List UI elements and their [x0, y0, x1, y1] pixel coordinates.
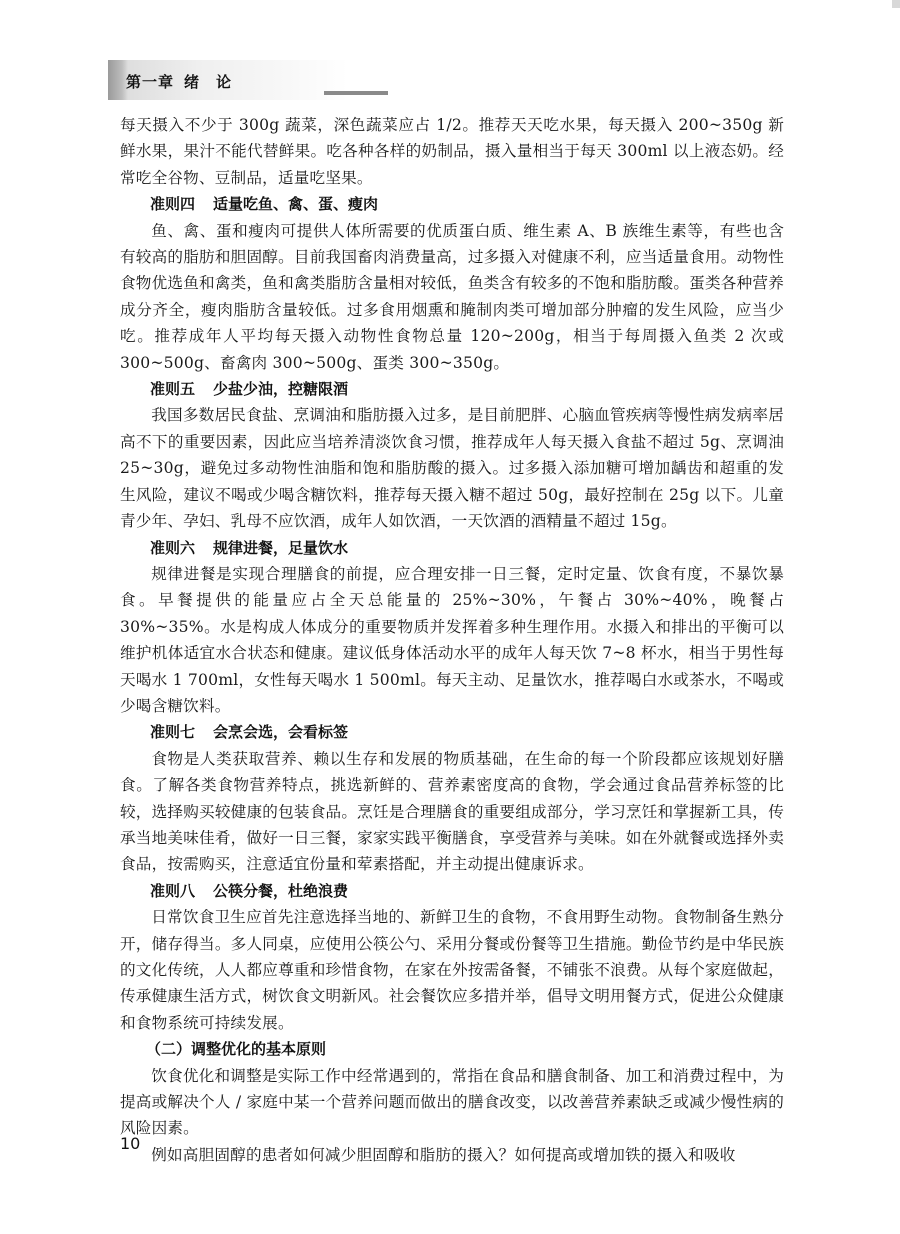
chapter-name: 绪 论: [184, 73, 233, 91]
paragraph: 饮食优化和调整是实际工作中经常遇到的，常指在食品和膳食制备、加工和消费过程中，为提高或解决个人 / 家庭中某一个营养问题而做出的膳食改变，以改善营养素缺乏或减少慢性病的风险因素。: [120, 1066, 784, 1138]
guideline-heading: [120, 535, 784, 561]
guideline-heading: [120, 719, 784, 745]
guideline-number: 准则七: [150, 723, 196, 742]
guideline-heading: [120, 878, 784, 904]
paragraph: 规律进餐是实现合理膳食的前提，应合理安排一日三餐，定时定量、饮食有度，不暴饮暴食。早餐提供的能量应占全天总能量的 25%~30%，午餐占 30%~40%，晚餐占 30%~35%。水是构成人体成分的重要物质并发挥着多种生理作用。水摄入和排出的平衡可以维护机体适宜水合状态和健康。建议低身体活动水平的成年人每天饮 7~8 杯水，相当于男性每天喝水 1 700ml，女性每天喝水 1 500ml。每天主动、足量饮水，推荐喝白水或茶水，不喝或少喝含糖饮料。: [120, 564, 784, 715]
paragraph: 鱼、禽、蛋和瘦肉可提供人体所需要的优质蛋白质、维生素 A、B 族维生素等，有些也含有较高的脂肪和胆固醇。目前我国畜肉消费量高，过多摄入对健康不利，应当适量食用。动物性食物优选鱼和禽类，鱼和禽类脂肪含量相对较低，鱼类含有较多的不饱和脂肪酸。蛋类各种营养成分齐全，瘦肉脂肪含量较低。过多食用烟熏和腌制肉类可增加部分肿瘤的发生风险，应当少吃。推荐成年人平均每天摄入动物性食物总量 120~200g，相当于每周摄入鱼类 2 次或 300~500g、畜禽肉 300~500g、蛋类 300~350g。: [120, 221, 784, 372]
section-heading: （二）调整优化的基本原则: [146, 1040, 327, 1059]
chapter-number: 第一章: [126, 73, 175, 91]
paragraph: 我国多数居民食盐、烹调油和脂肪摄入过多，是目前肥胖、心脑血管疾病等慢性病发病率居高不下的重要因素，因此应当培养清淡饮食习惯，推荐成年人每天摄入食盐不超过 5g、烹调油 25~30g，避免过多动物性油脂和饱和脂肪酸的摄入。过多摄入添加糖可增加龋齿和超重的发生风险，建议不喝或少喝含糖饮料，推荐每天摄入糖不超过 50g，最好控制在 25g 以下。儿童青少年、孕妇、乳母不应饮酒，成年人如饮酒，一天饮酒的酒精量不超过 15g。: [120, 406, 784, 531]
guideline-title: 会烹会选，会看标签: [213, 723, 349, 742]
paragraph: 例如高胆固醇的患者如何减少胆固醇和脂肪的摄入？如何提高或增加铁的摄入和吸收: [151, 1145, 736, 1164]
paragraph: 每天摄入不少于 300g 蔬菜，深色蔬菜应占 1/2。推荐天天吃水果，每天摄入 200~350g 新鲜水果，果汁不能代替鲜果。吃各种各样的奶制品，摄入量相当于每天 300ml 以上液态奶。经常吃全谷物、豆制品，适量吃坚果。: [120, 116, 784, 187]
running-header: [108, 60, 348, 100]
guideline-heading: [120, 376, 784, 402]
corner-mark: [892, 0, 900, 8]
chapter-title: [126, 71, 232, 92]
guideline-title: 公筷分餐，杜绝浪费: [213, 881, 349, 900]
guideline-heading: [120, 191, 784, 217]
paragraph: 食物是人类获取营养、赖以生存和发展的物质基础，在生命的每一个阶段都应该规划好膳食。了解各类食物营养特点，挑选新鲜的、营养素密度高的食物，学会通过食品营养标签的比较，选择购买较健康的包装食品。烹饪是合理膳食的重要组成部分，学习烹饪和掌握新工具，传承当地美味佳肴，做好一日三餐，家家实践平衡膳食，享受营养与美味。如在外就餐或选择外卖食品，按需购买，注意适宜份量和荤素搭配，并主动提出健康诉求。: [120, 749, 784, 874]
guideline-number: 准则六: [150, 538, 196, 557]
body-text: [120, 112, 784, 1168]
header-rule: [324, 91, 388, 95]
guideline-number: 准则八: [150, 881, 196, 900]
guideline-title: 规律进餐，足量饮水: [213, 538, 349, 557]
guideline-title: 适量吃鱼、禽、蛋、瘦肉: [213, 195, 379, 214]
paragraph: 日常饮食卫生应首先注意选择当地的、新鲜卫生的食物，不食用野生动物。食物制备生熟分开，储存得当。多人同桌，应使用公筷公勺、采用分餐或份餐等卫生措施。勤俭节约是中华民族的文化传统，人人都应尊重和珍惜食物，在家在外按需备餐，不铺张不浪费。从每个家庭做起，传承健康生活方式，树饮食文明新风。社会餐饮应多措并举，倡导文明用餐方式，促进公众健康和食物系统可持续发展。: [120, 908, 784, 1032]
guideline-number: 准则四: [150, 195, 196, 214]
page-number: 10: [120, 1134, 141, 1153]
guideline-number: 准则五: [150, 380, 196, 399]
guideline-title: 少盐少油，控糖限酒: [213, 380, 349, 399]
